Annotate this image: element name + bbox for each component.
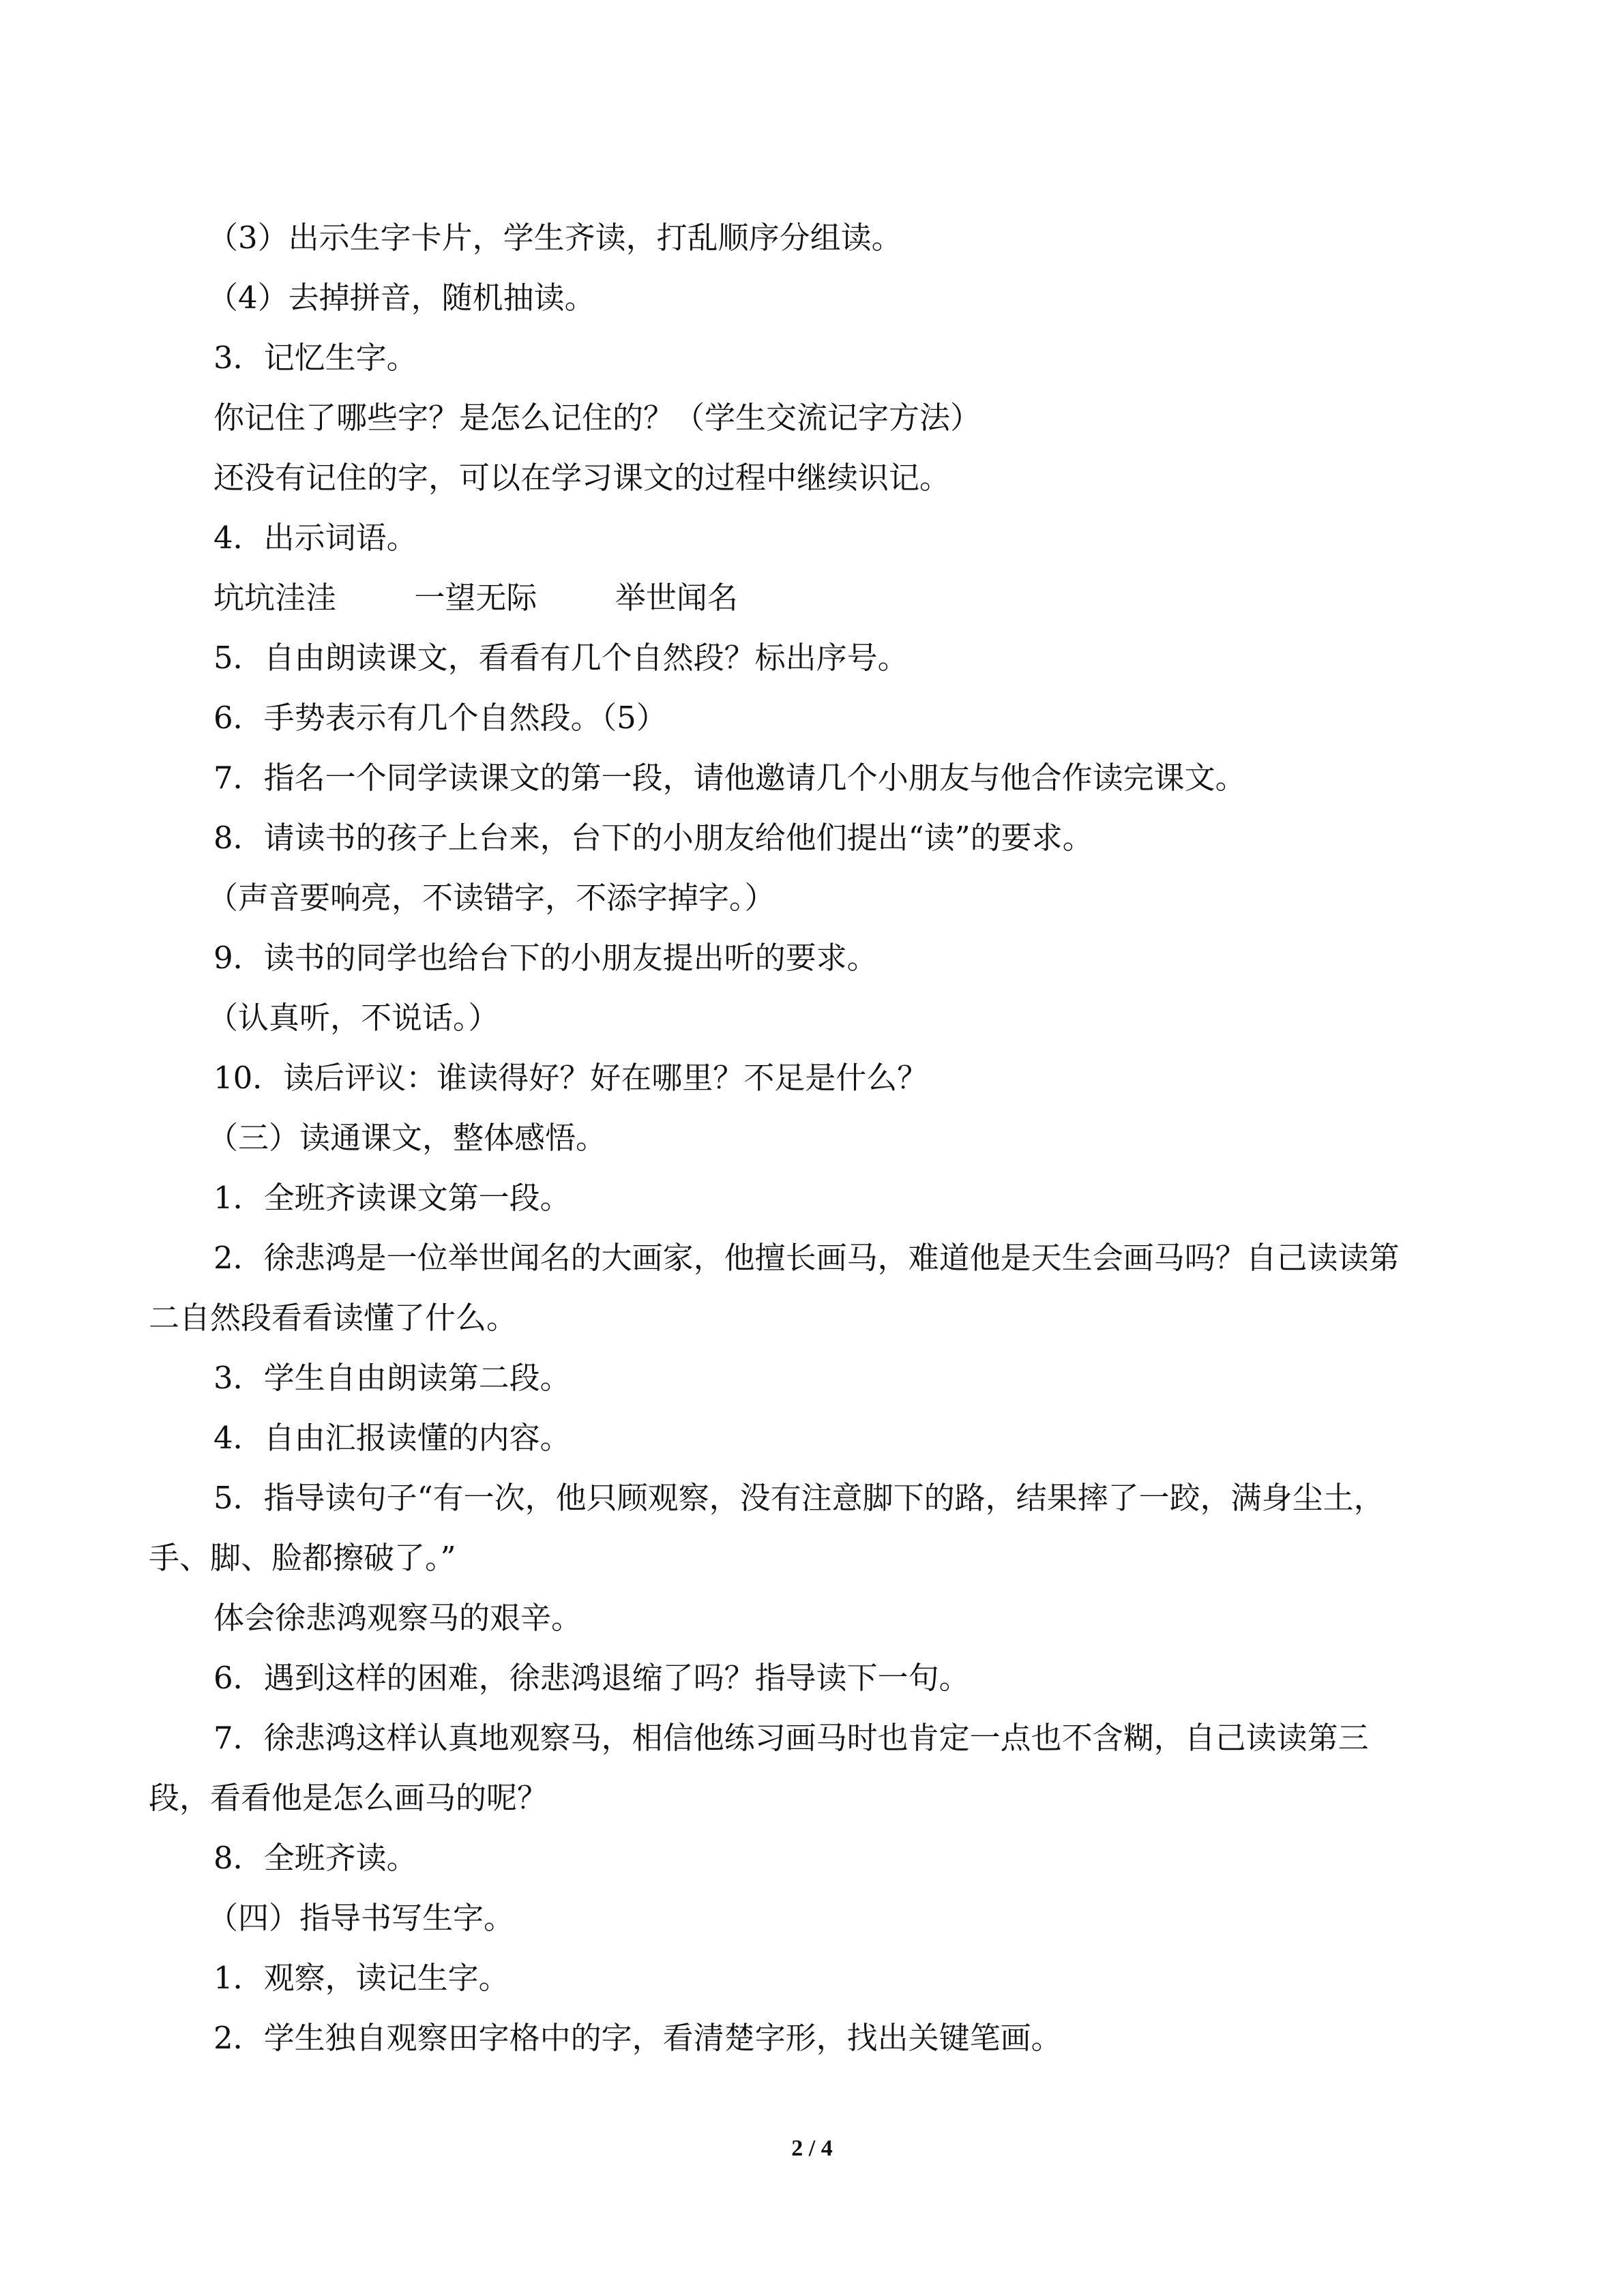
text-line: 1．观察，读记生字。 [213,1960,510,1996]
document-body [149,208,1479,2068]
text-line: 5．指导读句子“有一次，他只顾观察，没有注意脚下的路，结果摔了一跤，满身尘土， [213,1480,1385,1516]
text-line: 7．指名一个同学读课文的第一段，请他邀请几个小朋友与他合作读完课文。 [213,760,1246,796]
text-line: 9．读书的同学也给台下的小朋友提出听的要求。 [213,940,878,976]
text-line: 7．徐悲鸿这样认真地观察马，相信他练习画马时也肯定一点也不含糊，自己读读第三 [213,1720,1369,1756]
text-line: 4．出示词语。 [213,520,417,556]
text-line: 段，看看他是怎么画马的呢？ [149,1780,548,1816]
text-line: 8．请读书的孩子上台来，台下的小朋友给他们提出“读”的要求。 [213,820,1093,856]
text-line: 6．遇到这样的困难，徐悲鸿退缩了吗？指导读下一句。 [213,1660,970,1696]
section-heading: （三）读通课文，整体感悟。 [207,1120,607,1156]
text-line: 2．徐悲鸿是一位举世闻名的大画家，他擅长画马，难道他是天生会画马吗？自己读读第 [213,1240,1400,1276]
text-line: 你记住了哪些字？是怎么记住的？（学生交流记字方法） [213,400,981,436]
text-line: 3．记忆生字。 [213,340,417,376]
text-line: （3）出示生字卡片，学生齐读，打乱顺序分组读。 [207,220,902,256]
word-list: 坑坑洼洼 一望无际 举世闻名 [213,580,738,616]
text-line: 10．读后评议：谁读得好？好在哪里？不足是什么？ [213,1060,928,1096]
text-line: 二自然段看看读懂了什么。 [149,1300,518,1336]
text-line: 手、脚、脸都擦破了。” [149,1540,456,1576]
text-line: 5．自由朗读课文，看看有几个自然段？标出序号。 [213,640,909,676]
text-line: 4．自由汇报读懂的内容。 [213,1420,571,1456]
text-line: 2．学生独自观察田字格中的字，看清楚字形，找出关键笔画。 [213,2020,1062,2056]
text-line: 还没有记住的字，可以在学习课文的过程中继续识记。 [213,460,951,496]
page-number: 2 / 4 [791,2136,833,2161]
text-line: 8．全班齐读。 [213,1840,417,1876]
text-line: 体会徐悲鸿观察马的艰辛。 [213,1600,582,1636]
text-line: （4）去掉拼音，随机抽读。 [207,280,595,316]
text-line: 1．全班齐读课文第一段。 [213,1180,571,1216]
text-line: 6．手势表示有几个自然段。（5） [213,700,667,736]
section-heading: （四）指导书写生字。 [207,1900,515,1936]
text-line: 3．学生自由朗读第二段。 [213,1360,571,1396]
text-line: （声音要响亮，不读错字，不添字掉字。） [207,880,776,916]
text-line: （认真听，不说话。） [207,1000,499,1036]
